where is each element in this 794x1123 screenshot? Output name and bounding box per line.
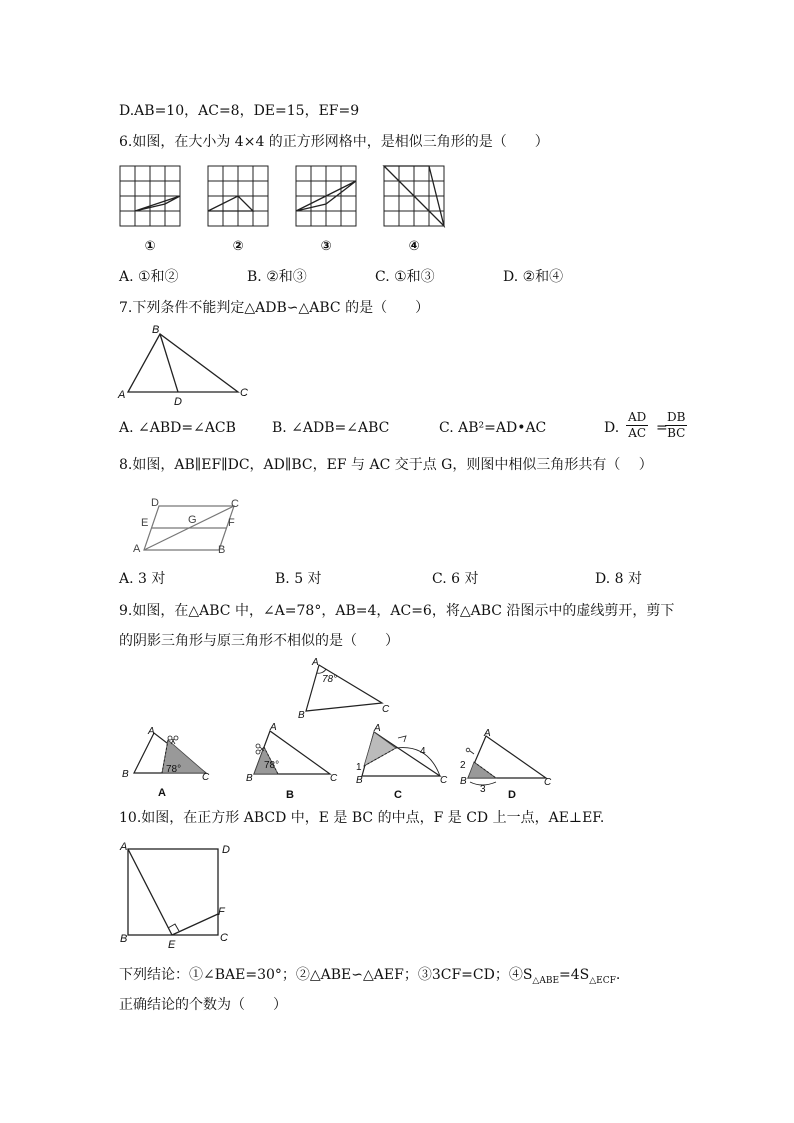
q7-label-a: A bbox=[118, 389, 126, 401]
q6-grid-2 bbox=[208, 166, 268, 226]
q6-grid-label-3: ③ bbox=[320, 238, 332, 253]
q10-question: 正确结论的个数为（ ） bbox=[119, 997, 287, 1013]
q5-option-d: D.AB=10，AC=8，DE=15，EF=9 bbox=[119, 103, 360, 119]
q10-label-e: E bbox=[168, 939, 176, 951]
q9-a-label-a: A bbox=[148, 726, 155, 737]
q10-label-f: F bbox=[218, 906, 225, 918]
q8-label-g: G bbox=[188, 514, 197, 526]
q9-c-side-4: 4 bbox=[420, 746, 426, 757]
q10-sub-abe: △ABE bbox=[532, 975, 560, 986]
q10-conclusions-prefix: 下列结论：①∠BAE=30°；②△ABE∽△AEF；③3CF=CD；④S bbox=[119, 967, 533, 983]
q7-stem: 7.下列条件不能判定△ADB∽△ABC 的是（ ） bbox=[119, 300, 430, 316]
q9-c-label-c: C bbox=[440, 775, 448, 786]
q9-option-c-letter: C bbox=[394, 789, 402, 801]
q10-label-a: A bbox=[120, 841, 128, 853]
q10-figure bbox=[116, 838, 238, 952]
q10-stem: 10.如图，在正方形 ABCD 中，E 是 BC 的中点，F 是 CD 上一点，AE⊥EF. bbox=[119, 810, 605, 826]
q9-option-c-figure bbox=[352, 722, 452, 802]
q6-grid-label-1: ① bbox=[144, 238, 156, 253]
q8-option-a: A. 3 对 bbox=[119, 571, 166, 587]
q10-label-c: C bbox=[220, 932, 228, 944]
q7-option-a: A. ∠ABD=∠ACB bbox=[119, 420, 236, 436]
q9-a-label-b: B bbox=[122, 769, 129, 780]
q8-option-b: B. 5 对 bbox=[275, 571, 322, 587]
q7-label-c: C bbox=[240, 387, 248, 399]
q9-b-label-c: C bbox=[330, 773, 338, 784]
q7-option-d-prefix: D. bbox=[604, 420, 620, 436]
q7-option-c: C. AB²=AD•AC bbox=[439, 420, 547, 436]
q9-c-side-1: 1 bbox=[356, 762, 362, 773]
q9-option-b-figure bbox=[242, 720, 342, 802]
q10-conclusions bbox=[119, 966, 620, 990]
q6-stem: 6.如图，在大小为 4×4 的正方形网格中，是相似三角形的是（ ） bbox=[119, 134, 549, 150]
q7-frac2-den: BC bbox=[667, 426, 686, 440]
q6-option-a: A. ①和② bbox=[119, 269, 179, 285]
q10-conclusions-end: . bbox=[615, 967, 621, 983]
q7-figure bbox=[116, 322, 252, 408]
q9-a-label-c: C bbox=[202, 772, 210, 783]
q7-option-d-fraction-2 bbox=[665, 410, 687, 441]
q6-grid-1 bbox=[120, 166, 180, 226]
q7-label-b: B bbox=[152, 324, 160, 336]
q7-label-d: D bbox=[174, 396, 182, 408]
q9-original-triangle bbox=[294, 655, 394, 723]
q7-frac2-num: DB bbox=[667, 410, 686, 424]
q10-conclusions-middle: =4S bbox=[559, 967, 590, 983]
q8-label-d: D bbox=[151, 497, 159, 509]
q6-grid-label-2: ② bbox=[232, 238, 244, 253]
q9-c-label-b: B bbox=[356, 775, 363, 786]
q8-label-c: C bbox=[231, 498, 239, 510]
q9-d-label-b: B bbox=[460, 776, 467, 787]
q9-orig-label-b: B bbox=[298, 710, 305, 721]
q9-orig-angle: 78° bbox=[322, 674, 338, 685]
q9-option-a-letter: A bbox=[158, 787, 166, 799]
q8-label-b: B bbox=[218, 544, 226, 556]
q8-label-f: F bbox=[228, 517, 235, 529]
q6-option-b: B. ②和③ bbox=[247, 269, 307, 285]
q9-orig-label-c: C bbox=[382, 704, 390, 715]
q9-stem-line1: 9.如图，在△ABC 中，∠A=78°，AB=4，AC=6，将△ABC 沿图示中的虚线剪开，剪下 bbox=[119, 603, 675, 619]
q6-grid-4 bbox=[384, 166, 444, 226]
q10-sub-ecf: △ECF bbox=[589, 975, 616, 986]
q8-stem: 8.如图，AB∥EF∥DC，AD∥BC，EF 与 AC 交于点 G，则图中相似三角形共有（ ） bbox=[119, 457, 653, 473]
q8-option-d: D. 8 对 bbox=[595, 571, 642, 587]
q9-d-label-c: C bbox=[544, 777, 552, 788]
q9-b-label-b: B bbox=[246, 773, 253, 784]
q7-option-b: B. ∠ADB=∠ABC bbox=[272, 420, 390, 436]
q9-stem-line2: 的阴影三角形与原三角形不相似的是（ ） bbox=[119, 633, 399, 649]
q9-d-side-2: 2 bbox=[460, 760, 466, 771]
q9-d-side-3: 3 bbox=[480, 784, 486, 795]
q7-frac1-num: AD bbox=[628, 410, 647, 424]
q7-option-d-eq: = bbox=[656, 420, 668, 436]
q9-c-label-a: A bbox=[374, 723, 381, 734]
q9-option-a-figure bbox=[118, 726, 214, 800]
q6-grid-3 bbox=[296, 166, 356, 226]
q9-d-scissors-icon bbox=[466, 748, 474, 754]
q6-grid-label-4: ④ bbox=[408, 238, 420, 253]
q9-a-angle: 78° bbox=[166, 764, 182, 775]
q8-label-a: A bbox=[133, 543, 141, 555]
q7-option-d-fraction-1 bbox=[626, 410, 648, 441]
q9-orig-label-a: A bbox=[312, 657, 319, 668]
q9-d-label-a: A bbox=[484, 728, 491, 739]
q9-option-d-letter: D bbox=[508, 789, 516, 801]
q6-option-d: D. ②和④ bbox=[503, 269, 564, 285]
q9-option-b-letter: B bbox=[286, 789, 294, 801]
q9-b-label-a: A bbox=[270, 722, 277, 733]
q6-option-c: C. ①和③ bbox=[375, 269, 435, 285]
q8-figure bbox=[124, 490, 250, 560]
q10-label-b: B bbox=[120, 933, 128, 945]
q8-label-e: E bbox=[141, 517, 149, 529]
q9-b-angle: 78° bbox=[264, 760, 280, 771]
q10-label-d: D bbox=[222, 844, 230, 856]
q6-grid-figures bbox=[116, 162, 450, 256]
q8-option-c: C. 6 对 bbox=[432, 571, 479, 587]
q9-option-d-figure bbox=[456, 728, 556, 802]
q7-frac1-den: AC bbox=[628, 426, 647, 440]
